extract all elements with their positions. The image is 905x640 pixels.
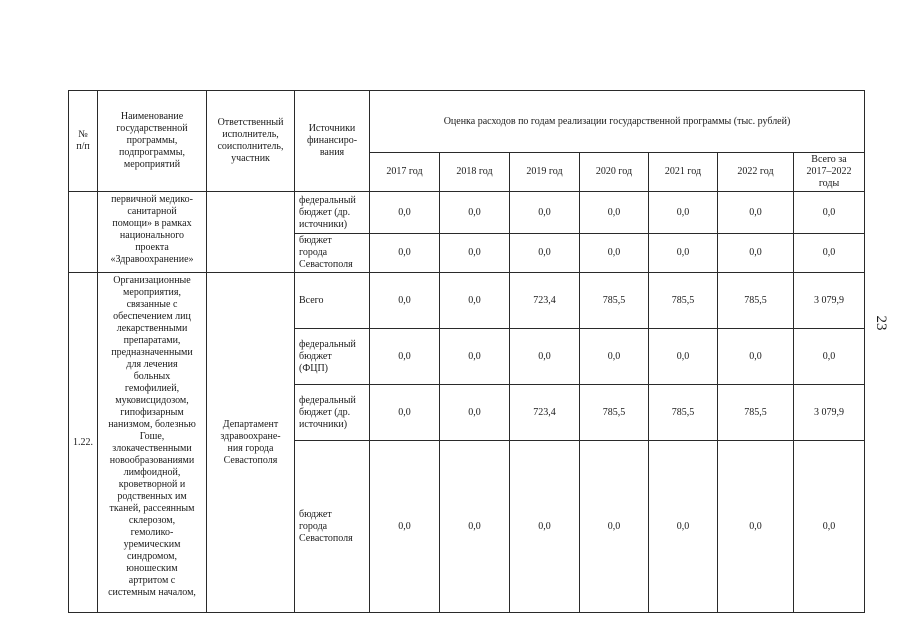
header-name: Наименование государственной программы, подпрограммы, мероприятий <box>98 91 207 192</box>
value-cell: 0,0 <box>370 234 440 273</box>
source-label: Всего <box>295 273 370 329</box>
value-cell: 785,5 <box>649 385 718 441</box>
header-year-2022: 2022 год <box>718 153 794 192</box>
value-cell: 0,0 <box>649 192 718 234</box>
value-cell: 0,0 <box>510 329 580 385</box>
table-row <box>69 192 865 234</box>
source-label: бюджет города Севастополя <box>295 234 370 273</box>
value-cell: 0,0 <box>794 441 865 613</box>
source-label: бюджет города Севастополя <box>295 441 370 613</box>
value-cell: 0,0 <box>370 441 440 613</box>
header-year-2019: 2019 год <box>510 153 580 192</box>
value-cell: 0,0 <box>510 192 580 234</box>
table-row <box>69 273 865 329</box>
header-source: Источники финансиро- вания <box>295 91 370 192</box>
value-cell: 0,0 <box>440 192 510 234</box>
value-cell: 0,0 <box>580 234 649 273</box>
header-year-2018: 2018 год <box>440 153 510 192</box>
value-cell: 723,4 <box>510 385 580 441</box>
header-row-top <box>69 91 865 153</box>
value-cell: 0,0 <box>718 192 794 234</box>
header-responsible: Ответственный исполнитель, соисполнитель, участник <box>207 91 295 192</box>
value-cell: 0,0 <box>440 273 510 329</box>
value-cell: 0,0 <box>649 441 718 613</box>
value-cell: 3 079,9 <box>794 273 865 329</box>
source-label: федеральный бюджет (др. источники) <box>295 192 370 234</box>
value-cell: 0,0 <box>794 192 865 234</box>
value-cell: 0,0 <box>370 273 440 329</box>
value-cell: 785,5 <box>580 385 649 441</box>
cont-responsible-cell <box>207 192 295 273</box>
value-cell: 785,5 <box>580 273 649 329</box>
value-cell: 0,0 <box>794 329 865 385</box>
value-cell: 0,0 <box>649 329 718 385</box>
value-cell: 0,0 <box>440 385 510 441</box>
value-cell: 0,0 <box>718 329 794 385</box>
value-cell: 0,0 <box>580 441 649 613</box>
value-cell: 0,0 <box>580 192 649 234</box>
item-responsible: Департамент здравоохране- ния города Севастополя <box>207 273 295 613</box>
page-number: 23 <box>873 315 889 331</box>
value-cell: 0,0 <box>370 385 440 441</box>
header-number: № п/п <box>69 91 98 192</box>
value-cell: 0,0 <box>718 234 794 273</box>
value-cell: 0,0 <box>718 441 794 613</box>
value-cell: 0,0 <box>649 234 718 273</box>
value-cell: 3 079,9 <box>794 385 865 441</box>
source-label: федеральный бюджет (ФЦП) <box>295 329 370 385</box>
header-year-total: Всего за 2017–2022 годы <box>794 153 865 192</box>
cont-name: первичной медико- санитарной помощи» в рамках национального проекта «Здравоохранение» <box>98 192 207 273</box>
value-cell: 0,0 <box>440 329 510 385</box>
value-cell: 723,4 <box>510 273 580 329</box>
header-estimate: Оценка расходов по годам реализации государственной программы (тыс. рублей) <box>370 91 865 153</box>
value-cell: 785,5 <box>649 273 718 329</box>
item-name: Организационные мероприятия, связанные с обеспечением лиц лекарственными препаратами, предназначенными для лечения больных гемофилией, муковисцидозом, гипофизарным нанизмом, болезнью Гоше, злокачественными новообразованиями лимфоидной, кроветворной и родственных им тканей, рассеянным склерозом, гемолико- уремическим синдромом, юношеским артритом с системным началом, <box>98 273 207 613</box>
value-cell: 0,0 <box>440 441 510 613</box>
header-year-2021: 2021 год <box>649 153 718 192</box>
value-cell: 0,0 <box>440 234 510 273</box>
cont-number-cell <box>69 192 98 273</box>
value-cell: 0,0 <box>580 329 649 385</box>
value-cell: 0,0 <box>510 441 580 613</box>
value-cell: 0,0 <box>370 329 440 385</box>
header-year-2020: 2020 год <box>580 153 649 192</box>
header-year-2017: 2017 год <box>370 153 440 192</box>
value-cell: 0,0 <box>370 192 440 234</box>
value-cell: 0,0 <box>510 234 580 273</box>
value-cell: 785,5 <box>718 385 794 441</box>
value-cell: 0,0 <box>794 234 865 273</box>
budget-table <box>68 90 865 613</box>
source-label: федеральный бюджет (др. источники) <box>295 385 370 441</box>
value-cell: 785,5 <box>718 273 794 329</box>
item-number: 1.22. <box>69 273 98 613</box>
